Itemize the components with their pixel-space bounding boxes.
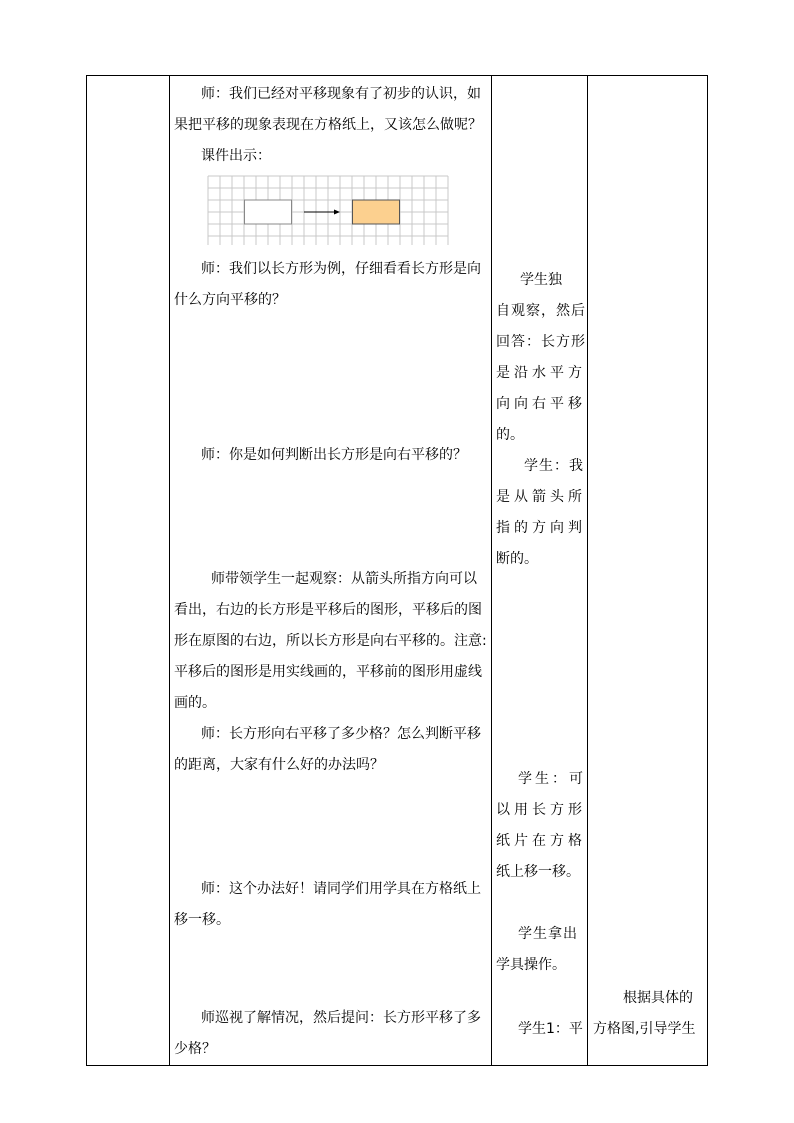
teacher-text-5d: 平移后的图形是用实线画的，平移前的图形用虚线 bbox=[174, 664, 482, 680]
student-text-1b: 自观察，然后 bbox=[496, 303, 586, 319]
column-divider-2 bbox=[491, 76, 492, 1065]
teacher-text-8a: 师巡视了解情况，然后提问：长方形平移了多 bbox=[201, 1010, 481, 1026]
teacher-text-5b: 看出，右边的长方形是平移后的图形，平移后的图 bbox=[174, 602, 482, 618]
student-text-3b: 以用长方形 bbox=[496, 802, 586, 818]
teacher-text-7a: 师：这个办法好！请同学们用学具在方格纸上 bbox=[201, 881, 481, 897]
student-text-1a: 学生独 bbox=[520, 272, 562, 288]
student-text-1c: 回答：长方形 bbox=[496, 334, 586, 350]
original-rectangle bbox=[245, 200, 292, 224]
column-divider-3 bbox=[587, 76, 588, 1065]
teacher-text-6b: 的距离，大家有什么好的办法吗？ bbox=[174, 757, 384, 773]
teacher-text-1b: 果把平移的现象表现在方格纸上，又该怎么做呢？ bbox=[174, 117, 482, 133]
student-text-1f: 的。 bbox=[496, 427, 524, 443]
teacher-text-5a: 师带领学生一起观察：从箭头所指方向可以 bbox=[211, 571, 477, 587]
student-text-3c: 纸片在方格 bbox=[496, 833, 586, 849]
student-text-5a: 学生1：平 bbox=[518, 1021, 583, 1037]
student-text-1e: 向向右平移 bbox=[496, 396, 586, 412]
teacher-text-1a: 师：我们已经对平移现象有了初步的认识，如 bbox=[201, 86, 481, 102]
student-text-1d: 是沿水平方 bbox=[496, 365, 586, 381]
student-text-2a: 学生：我 bbox=[524, 458, 584, 474]
student-text-4a: 学生拿出 bbox=[518, 926, 578, 942]
student-text-3d: 纸上移一移。 bbox=[496, 864, 580, 880]
student-text-2d: 断的。 bbox=[496, 551, 538, 567]
student-text-2c: 指的方向判 bbox=[496, 520, 586, 536]
teacher-text-5c: 形在原图的右边，所以长方形是向右平移的。注意: bbox=[174, 633, 487, 649]
teacher-text-6a: 师：长方形向右平移了多少格？怎么判断平移 bbox=[201, 726, 481, 742]
teacher-text-5e: 画的。 bbox=[174, 695, 216, 711]
teacher-text-3b: 什么方向平移的？ bbox=[174, 292, 286, 308]
arrow-head-icon bbox=[334, 210, 340, 215]
student-text-4b: 学具操作。 bbox=[496, 957, 566, 973]
teacher-text-4: 师：你是如何判断出长方形是向右平移的？ bbox=[201, 447, 467, 463]
design-text-1a: 根据具体的 bbox=[623, 990, 693, 1006]
design-text-1b: 方格图,引导学生 bbox=[593, 1021, 696, 1037]
student-text-2b: 是从箭头所 bbox=[496, 489, 586, 505]
teacher-text-2: 课件出示： bbox=[201, 148, 271, 164]
teacher-text-3a: 师：我们以长方形为例，仔细看看长方形是向 bbox=[201, 261, 481, 277]
moved-rectangle bbox=[353, 200, 400, 224]
teacher-text-7b: 移一移。 bbox=[174, 912, 230, 928]
teacher-text-8b: 少格？ bbox=[174, 1041, 216, 1057]
grid-figure bbox=[206, 175, 450, 245]
column-divider-1 bbox=[169, 76, 170, 1065]
student-text-3a: 学生：可 bbox=[518, 771, 586, 787]
